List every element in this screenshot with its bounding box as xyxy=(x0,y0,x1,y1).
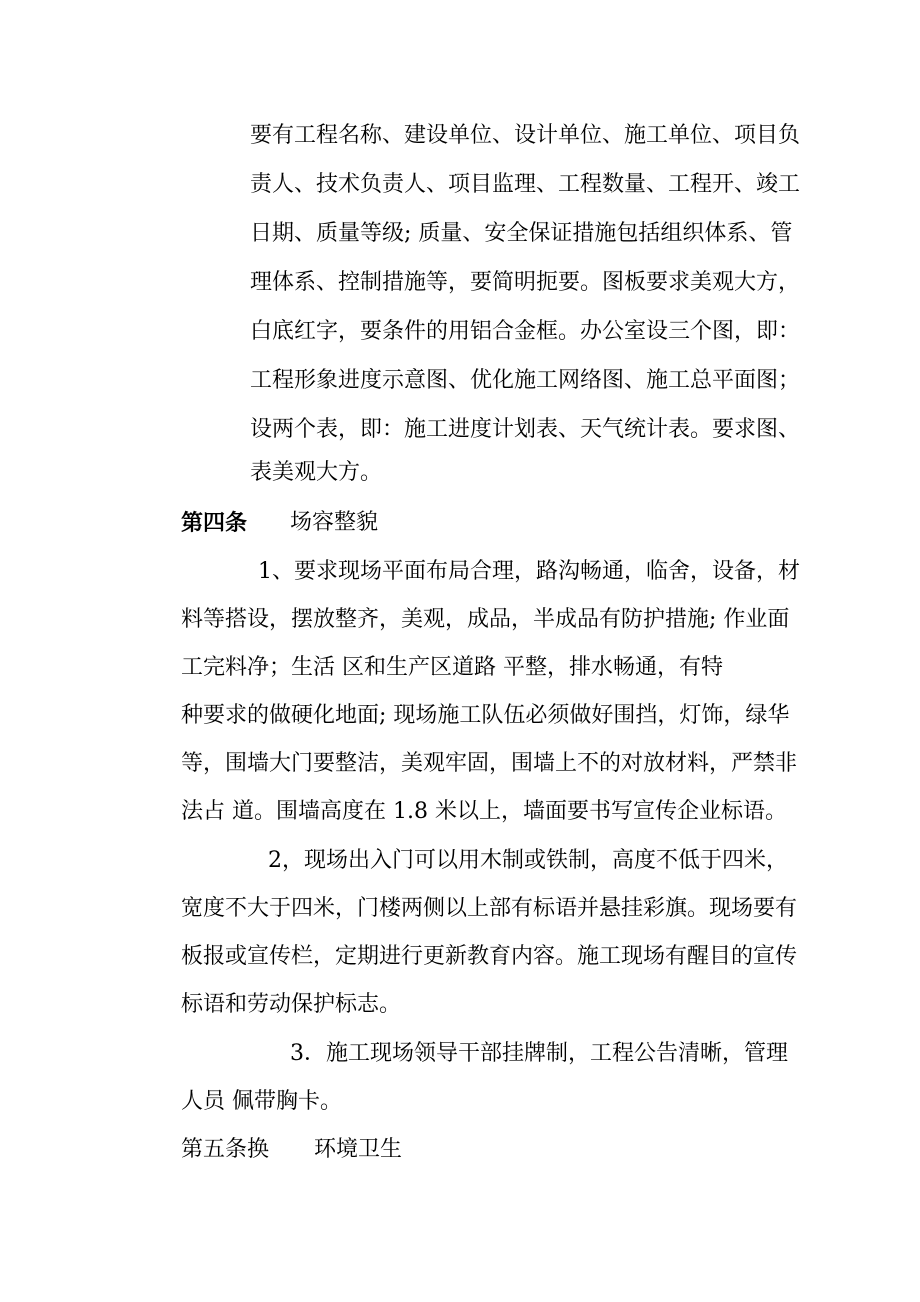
item-2-line: 板报或宣传栏，定期进行更新教育内容。施工现场有醒目的宣传 xyxy=(181,944,798,969)
intro-line: 工程形象进度示意图、优化施工网络图、施工总平面图； xyxy=(250,368,801,393)
item-2-line: 宽度不大于四米，门楼两侧以上部有标语并悬挂彩旗。现场要有 xyxy=(181,896,798,921)
intro-line: 日期、质量等级; 质量、安全保证措施包括组织体系、管 xyxy=(250,221,793,246)
item-1-line: 料等搭设，摆放整齐，美观，成品，半成品有防护措施; 作业面 xyxy=(181,607,790,632)
item-2-line: 标语和劳动保护标志。 xyxy=(181,992,402,1017)
item-2-line: 2，现场出入门可以用木制或铁制，高度不低于四米， xyxy=(268,848,788,873)
intro-line: 责人、技术负责人、项目监理、工程数量、工程开、竣工 xyxy=(250,172,801,197)
item-1-line: 工完料净；生活 区和生产区道路 平整，排水畅通，有特 xyxy=(181,655,723,680)
article-5-label: 第五条换 xyxy=(181,1137,270,1162)
intro-line: 要有工程名称、建设单位、设计单位、施工单位、项目负 xyxy=(250,123,801,148)
intro-line: 白底红字，要条件的用铝合金框。办公室设三个图，即： xyxy=(250,319,801,344)
item-1-line: 法占 道。围墙高度在 1.8 米以上，墙面要书写宣传企业标语。 xyxy=(181,799,787,824)
intro-line: 理体系、控制措施等，要简明扼要。图板要求美观大方， xyxy=(250,270,801,295)
item-1-line: 种要求的做硬化地面; 现场施工队伍必须做好围挡，灯饰，绿华 xyxy=(181,703,790,728)
intro-line: 设两个表，即：施工进度计划表、天气统计表。要求图、 xyxy=(250,417,801,442)
item-3-line: 人员 佩带胸卡。 xyxy=(181,1089,342,1114)
item-1-line: 1、要求现场平面布局合理，路沟畅通，临舍，设备，材 xyxy=(258,559,800,584)
item-1-line: 等，围墙大门要整洁，美观牢固，围墙上不的对放材料，严禁非 xyxy=(181,751,798,776)
article-5-title: 环境卫生 xyxy=(314,1137,403,1162)
article-4-title: 场容整貌 xyxy=(290,510,379,535)
item-3-line: 3．施工现场领导干部挂牌制，工程公告清晰，管理 xyxy=(290,1041,788,1066)
article-4-label: 第四条 xyxy=(181,510,248,536)
intro-line: 表美观大方。 xyxy=(250,460,383,485)
